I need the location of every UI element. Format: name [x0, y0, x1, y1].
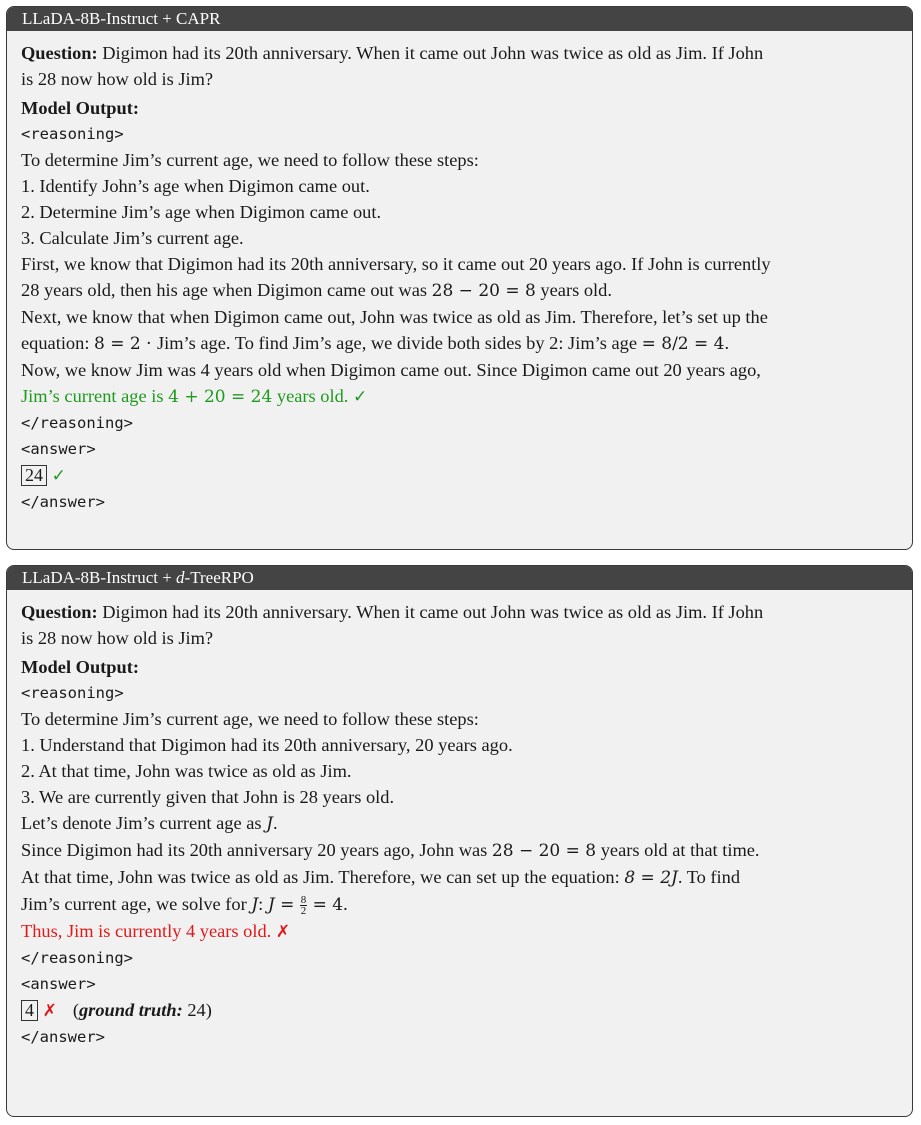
- answer-line: [21, 997, 899, 1024]
- check-icon: ✓: [353, 387, 368, 407]
- fraction: $\frac{8}{2}$: [300, 894, 307, 918]
- ground-truth: (ground truth: 24): [72, 1000, 212, 1020]
- solve-line: Jim’s current age, we solve for J: J = $\frac{8}{2}$ = 4.: [21, 894, 348, 918]
- box-content: [7, 31, 912, 515]
- question-text-line1: Digimon had its 20th anniversary. When it came out John was twice as old as Jim. If John: [102, 602, 764, 622]
- box-content: [7, 590, 912, 1050]
- equation-line: At that time, John was twice as old as Jim. Therefore, we can set up the equation: 8 = 2J. To find: [21, 867, 741, 888]
- final-answer-line: Thus, Jim is currently 4 years old. ✗: [21, 921, 291, 942]
- intro-text: To determine Jim’s current age, we need to follow these steps:: [21, 150, 479, 170]
- next-line1: Next, we know that when Digimon came out, John was twice as old as Jim. Therefore, let’s set up the: [21, 307, 768, 327]
- denote-line: Let’s denote Jim’s current age as J.: [21, 813, 278, 834]
- check-icon: ✓: [51, 466, 66, 486]
- question-text-line1: Digimon had its 20th anniversary. When it came out John was twice as old as Jim. If John: [102, 43, 764, 63]
- reasoning-open-tag: <reasoning>: [21, 684, 124, 702]
- reasoning-close-tag: </reasoning>: [21, 949, 133, 967]
- step-item: 2. At that time, John was twice as old as Jim.: [21, 761, 352, 781]
- box-title: LLaDA-8B-Instruct + d-TreeRPO: [7, 566, 912, 590]
- step-item: 3. We are currently given that John is 28 years old.: [21, 787, 395, 807]
- final-answer-line: Jim’s current age is 4 + 20 = 24 years old. ✓: [21, 386, 368, 407]
- model-output-label: Model Output:: [21, 98, 140, 118]
- example-box-treerpo: [6, 565, 913, 1117]
- question-label: Question:: [21, 43, 98, 63]
- reasoning-open-tag: <reasoning>: [21, 125, 124, 143]
- question: [21, 40, 899, 92]
- answer-open-tag: <answer>: [21, 440, 96, 458]
- box-title: LLaDA-8B-Instruct + CAPR: [7, 7, 912, 31]
- next-line2: equation: 8 = 2 · Jim’s age. To find Jim’s age, we divide both sides by 2: Jim’s age = 8/2 = 4.: [21, 333, 730, 354]
- cross-icon: ✗: [42, 1001, 57, 1021]
- answer-value-box: 4: [21, 1000, 38, 1021]
- cross-icon: ✗: [275, 922, 291, 942]
- reasoning-close-tag: </reasoning>: [21, 414, 133, 432]
- question-text-line2: is 28 now how old is Jim?: [21, 628, 214, 648]
- model-output-label: Model Output:: [21, 657, 140, 677]
- example-box-capr: [6, 6, 913, 550]
- step-item: 1. Understand that Digimon had its 20th anniversary, 20 years ago.: [21, 735, 513, 755]
- answer-line: [21, 462, 899, 489]
- question: [21, 599, 899, 651]
- answer-value-box: 24: [21, 465, 47, 486]
- step-item: 1. Identify John’s age when Digimon came out.: [21, 176, 370, 196]
- step-item: 3. Calculate Jim’s current age.: [21, 228, 244, 248]
- answer-close-tag: </answer>: [21, 493, 105, 511]
- answer-open-tag: <answer>: [21, 975, 96, 993]
- step-item: 2. Determine Jim’s age when Digimon came out.: [21, 202, 382, 222]
- now-line: Now, we know Jim was 4 years old when Digimon came out. Since Digimon came out 20 years ago,: [21, 360, 761, 380]
- question-text-line2: is 28 now how old is Jim?: [21, 69, 214, 89]
- since-line: Since Digimon had its 20th anniversary 20 years ago, John was 28 − 20 = 8 years old at that time.: [21, 840, 760, 861]
- intro-text: To determine Jim’s current age, we need to follow these steps:: [21, 709, 479, 729]
- question-label: Question:: [21, 602, 98, 622]
- answer-close-tag: </answer>: [21, 1028, 105, 1046]
- first-line1: First, we know that Digimon had its 20th anniversary, so it came out 20 years ago. If John is currently: [21, 254, 771, 274]
- first-line2: 28 years old, then his age when Digimon came out was 28 − 20 = 8 years old.: [21, 280, 612, 301]
